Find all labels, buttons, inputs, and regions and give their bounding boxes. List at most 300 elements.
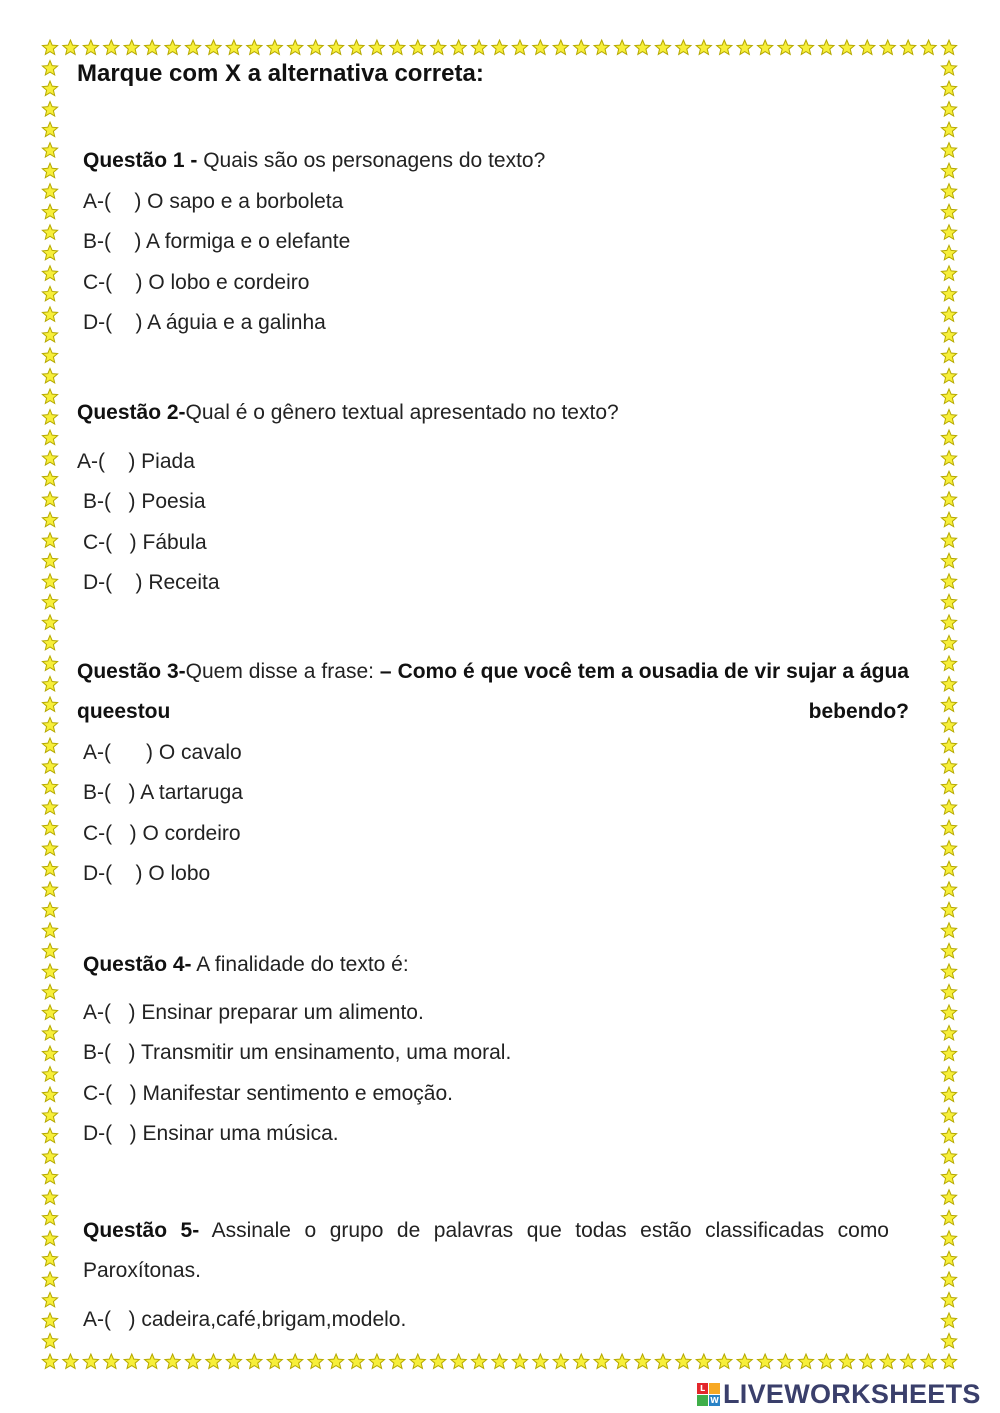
option-close: ): [129, 1122, 137, 1145]
star-icon: [941, 1026, 956, 1040]
star-icon: [42, 656, 57, 670]
star-icon: [635, 1354, 650, 1368]
star-icon: [247, 40, 262, 54]
question-3-quote: – Como é que você tem a ousadia de vir sujar a água queestou bebendo?: [77, 660, 909, 723]
option-text: O cavalo: [153, 741, 242, 764]
star-icon: [328, 40, 343, 54]
star-icon: [941, 656, 956, 670]
option-text: O sapo e a borboleta: [141, 190, 344, 213]
star-icon: [553, 1354, 568, 1368]
star-icon: [42, 163, 57, 177]
star-icon: [941, 718, 956, 732]
star-icon: [941, 81, 956, 95]
answer-blank[interactable]: [111, 1001, 129, 1025]
star-icon: [737, 40, 752, 54]
question-3-option-a[interactable]: [83, 741, 242, 765]
star-icon: [42, 286, 57, 300]
question-3-option-d[interactable]: [83, 862, 210, 886]
option-close: ): [146, 741, 154, 764]
star-icon: [941, 1313, 956, 1327]
star-icon: [941, 1005, 956, 1019]
option-text: O lobo e cordeiro: [142, 271, 310, 294]
star-icon: [42, 800, 57, 814]
star-icon: [185, 1354, 200, 1368]
star-icon: [941, 574, 956, 588]
answer-blank[interactable]: [111, 1041, 129, 1065]
question-1-text: Quais são os personagens do texto?: [197, 149, 546, 172]
answer-blank[interactable]: [112, 531, 130, 555]
logo-mark-cell: [697, 1395, 708, 1406]
star-icon: [574, 40, 589, 54]
star-icon: [42, 40, 57, 54]
option-text: Receita: [142, 571, 220, 594]
option-letter: B-(: [83, 230, 111, 253]
option-letter: A-(: [83, 741, 111, 764]
option-close: ): [128, 490, 136, 513]
star-icon: [941, 122, 956, 136]
logo-mark-cell: L: [697, 1383, 708, 1394]
option-letter: A-(: [83, 190, 111, 213]
star-icon: [369, 1354, 384, 1368]
star-icon: [42, 245, 57, 259]
star-icon: [941, 1292, 956, 1306]
star-icon: [941, 225, 956, 239]
star-icon: [42, 143, 57, 157]
star-icon: [42, 369, 57, 383]
star-icon: [42, 1087, 57, 1101]
answer-blank[interactable]: [111, 741, 146, 765]
answer-blank[interactable]: [112, 822, 130, 846]
question-2-option-a[interactable]: [77, 450, 195, 474]
star-icon: [839, 1354, 854, 1368]
star-icon: [431, 1354, 446, 1368]
option-close: ): [128, 781, 136, 804]
star-icon: [676, 40, 691, 54]
option-letter: D-(: [83, 571, 113, 594]
star-icon: [901, 40, 916, 54]
star-icon: [941, 841, 956, 855]
logo-text: LIVEWORKSHEETS: [723, 1378, 981, 1409]
answer-blank[interactable]: [112, 1122, 130, 1146]
star-icon: [42, 225, 57, 239]
star-icon: [42, 451, 57, 465]
star-icon: [42, 389, 57, 403]
question-1-option-d[interactable]: [83, 311, 326, 335]
star-icon: [941, 1251, 956, 1265]
option-text: A tartaruga: [135, 781, 243, 804]
star-icon: [941, 471, 956, 485]
star-icon: [941, 410, 956, 424]
star-icon: [941, 1190, 956, 1204]
star-icon: [717, 1354, 732, 1368]
option-text: Transmitir um ensinamento, uma moral.: [135, 1041, 512, 1064]
option-letter: C-(: [83, 1082, 113, 1105]
star-icon: [42, 553, 57, 567]
star-icon: [594, 1354, 609, 1368]
star-icon: [145, 40, 160, 54]
star-icon: [941, 204, 956, 218]
star-icon: [941, 266, 956, 280]
star-icon: [941, 1046, 956, 1060]
star-icon: [512, 40, 527, 54]
star-icon: [42, 820, 57, 834]
star-icon: [42, 923, 57, 937]
option-letter: A-(: [77, 450, 105, 473]
option-text: Manifestar sentimento e emoção.: [136, 1082, 453, 1105]
star-icon: [42, 1354, 57, 1368]
star-icon: [42, 266, 57, 280]
star-icon: [696, 1354, 711, 1368]
star-icon: [941, 1067, 956, 1081]
answer-blank[interactable]: [112, 1082, 130, 1106]
question-5-option-a[interactable]: [83, 1308, 406, 1332]
answer-blank[interactable]: [112, 271, 135, 295]
star-icon: [42, 615, 57, 629]
star-icon: [696, 40, 711, 54]
star-icon: [185, 40, 200, 54]
option-close: ): [129, 1082, 137, 1105]
option-letter: D-(: [83, 1122, 113, 1145]
star-icon: [42, 184, 57, 198]
answer-blank[interactable]: [111, 190, 134, 214]
option-close: ): [128, 1041, 136, 1064]
star-icon: [941, 533, 956, 547]
star-icon: [42, 861, 57, 875]
answer-blank[interactable]: [111, 781, 129, 805]
star-icon: [247, 1354, 262, 1368]
option-letter: D-(: [83, 311, 113, 334]
star-icon: [941, 1087, 956, 1101]
option-close: ): [135, 571, 143, 594]
star-icon: [42, 1272, 57, 1286]
star-icon: [941, 635, 956, 649]
question-2-option-c[interactable]: [83, 531, 207, 555]
question-4-text: A finalidade do texto é:: [191, 953, 409, 976]
star-icon: [42, 841, 57, 855]
star-icon: [42, 635, 57, 649]
option-close: ): [128, 1308, 136, 1331]
star-icon: [42, 204, 57, 218]
star-icon: [941, 245, 956, 259]
star-icon: [574, 1354, 589, 1368]
option-text: O cordeiro: [136, 822, 241, 845]
star-icon: [410, 40, 425, 54]
star-icon: [655, 40, 670, 54]
star-icon: [941, 594, 956, 608]
star-icon: [941, 184, 956, 198]
star-icon: [42, 1190, 57, 1204]
star-icon: [614, 40, 629, 54]
option-letter: B-(: [83, 1041, 111, 1064]
star-icon: [941, 143, 956, 157]
star-icon: [226, 1354, 241, 1368]
star-icon: [206, 1354, 221, 1368]
star-icon: [941, 676, 956, 690]
star-icon: [42, 1026, 57, 1040]
star-icon: [267, 1354, 282, 1368]
question-3-label: Questão 3-: [77, 660, 186, 683]
option-close: ): [135, 311, 143, 334]
star-icon: [901, 1354, 916, 1368]
liveworksheets-logo: [697, 1378, 981, 1410]
star-icon: [798, 40, 813, 54]
star-icon: [42, 1251, 57, 1265]
star-icon: [42, 307, 57, 321]
star-icon: [42, 759, 57, 773]
star-icon: [941, 369, 956, 383]
option-close: ): [135, 862, 143, 885]
star-icon: [941, 902, 956, 916]
star-icon: [533, 1354, 548, 1368]
star-icon: [42, 410, 57, 424]
star-icon: [42, 1005, 57, 1019]
star-icon: [42, 594, 57, 608]
star-icon: [941, 307, 956, 321]
star-icon: [288, 1354, 303, 1368]
star-icon: [124, 1354, 139, 1368]
question-2-label: Questão 2-: [77, 401, 186, 424]
option-text: Piada: [135, 450, 195, 473]
star-icon: [471, 1354, 486, 1368]
star-icon: [42, 1128, 57, 1142]
star-icon: [655, 1354, 670, 1368]
star-icon: [42, 964, 57, 978]
star-icon: [941, 286, 956, 300]
star-icon: [63, 40, 78, 54]
star-icon: [860, 1354, 875, 1368]
star-icon: [553, 40, 568, 54]
option-text: Ensinar preparar um alimento.: [135, 1001, 424, 1024]
star-icon: [390, 40, 405, 54]
star-icon: [42, 430, 57, 444]
question-4-option-c[interactable]: [83, 1082, 453, 1106]
star-icon: [758, 40, 773, 54]
option-text: A formiga e o elefante: [141, 230, 351, 253]
star-icon: [941, 615, 956, 629]
star-icon: [349, 1354, 364, 1368]
star-icon: [492, 40, 507, 54]
star-icon: [941, 882, 956, 896]
star-icon: [42, 1046, 57, 1060]
star-icon: [941, 102, 956, 116]
option-text: Fábula: [136, 531, 207, 554]
star-icon: [104, 40, 119, 54]
option-close: ): [134, 190, 142, 213]
star-icon: [42, 1231, 57, 1245]
question-4-option-b[interactable]: [83, 1041, 511, 1065]
star-icon: [42, 533, 57, 547]
star-icon: [288, 40, 303, 54]
star-icon: [42, 1108, 57, 1122]
star-icon: [941, 451, 956, 465]
option-letter: A-(: [83, 1001, 111, 1024]
option-text: O lobo: [142, 862, 211, 885]
star-icon: [308, 40, 323, 54]
answer-blank[interactable]: [112, 311, 135, 335]
star-icon: [941, 492, 956, 506]
option-close: ): [129, 822, 137, 845]
option-letter: C-(: [83, 822, 113, 845]
option-text: A águia e a galinha: [142, 311, 326, 334]
question-4-label: Questão 4-: [83, 953, 192, 976]
star-icon: [431, 40, 446, 54]
star-icon: [42, 1149, 57, 1163]
star-icon: [349, 40, 364, 54]
star-icon: [42, 697, 57, 711]
question-1-label: Questão 1 -: [83, 149, 198, 172]
star-icon: [614, 1354, 629, 1368]
star-icon: [860, 40, 875, 54]
star-icon: [83, 40, 98, 54]
star-icon: [42, 471, 57, 485]
worksheet-heading: Marque com X a alternativa correta:: [77, 60, 484, 87]
star-icon: [410, 1354, 425, 1368]
star-icon: [941, 984, 956, 998]
star-icon: [512, 1354, 527, 1368]
question-5-label: Questão 5-: [83, 1219, 200, 1242]
star-icon: [83, 1354, 98, 1368]
answer-blank[interactable]: [112, 571, 135, 595]
star-icon: [839, 40, 854, 54]
star-icon: [941, 964, 956, 978]
question-2-text: Qual é o gênero textual apresentado no texto?: [185, 401, 619, 424]
star-icon: [941, 327, 956, 341]
star-icon: [492, 1354, 507, 1368]
star-icon: [42, 902, 57, 916]
star-icon: [42, 512, 57, 526]
star-icon: [42, 61, 57, 75]
star-icon: [880, 40, 895, 54]
star-icon: [941, 1354, 956, 1368]
question-3-prompt: [77, 652, 909, 732]
star-icon: [941, 697, 956, 711]
star-icon: [42, 81, 57, 95]
star-icon: [533, 40, 548, 54]
star-icon: [941, 1333, 956, 1347]
star-icon: [42, 574, 57, 588]
star-icon: [798, 1354, 813, 1368]
star-icon: [676, 1354, 691, 1368]
star-icon: [941, 1272, 956, 1286]
star-icon: [941, 861, 956, 875]
question-2-option-b[interactable]: [83, 490, 206, 514]
star-icon: [941, 820, 956, 834]
star-icon: [941, 1210, 956, 1224]
star-icon: [390, 1354, 405, 1368]
star-icon: [941, 1149, 956, 1163]
option-letter: B-(: [83, 781, 111, 804]
star-icon: [941, 1169, 956, 1183]
question-4-option-a[interactable]: [83, 1001, 424, 1025]
star-icon: [104, 1354, 119, 1368]
star-icon: [165, 1354, 180, 1368]
question-3-option-c[interactable]: [83, 822, 241, 846]
question-2-option-d[interactable]: [83, 571, 220, 595]
star-icon: [308, 1354, 323, 1368]
star-icon: [226, 40, 241, 54]
star-icon: [42, 348, 57, 362]
option-letter: B-(: [83, 490, 111, 513]
logo-mark-cell: [709, 1383, 720, 1394]
star-icon: [941, 1231, 956, 1245]
option-text: Poesia: [135, 490, 206, 513]
option-close: ): [134, 230, 142, 253]
option-close: ): [135, 271, 143, 294]
question-1-prompt: [83, 141, 545, 181]
logo-mark-icon: [697, 1383, 720, 1406]
answer-blank[interactable]: [111, 230, 134, 254]
star-icon: [124, 40, 139, 54]
star-icon: [42, 779, 57, 793]
star-icon: [42, 943, 57, 957]
star-icon: [941, 61, 956, 75]
star-icon: [42, 1210, 57, 1224]
star-icon: [941, 779, 956, 793]
question-4-option-d[interactable]: [83, 1122, 339, 1146]
star-icon: [165, 40, 180, 54]
star-icon: [594, 40, 609, 54]
answer-blank[interactable]: [112, 862, 135, 886]
star-icon: [941, 163, 956, 177]
option-letter: C-(: [83, 531, 113, 554]
star-icon: [42, 1292, 57, 1306]
star-icon: [921, 40, 936, 54]
star-icon: [737, 1354, 752, 1368]
star-icon: [941, 430, 956, 444]
star-icon: [42, 676, 57, 690]
star-icon: [941, 759, 956, 773]
star-icon: [42, 327, 57, 341]
star-icon: [941, 348, 956, 362]
star-icon: [941, 389, 956, 403]
question-1-option-c[interactable]: [83, 271, 309, 295]
star-icon: [42, 122, 57, 136]
answer-blank[interactable]: [111, 490, 129, 514]
star-icon: [819, 1354, 834, 1368]
question-3-option-b[interactable]: [83, 781, 243, 805]
question-4-prompt: [83, 945, 409, 985]
option-letter: A-(: [83, 1308, 111, 1331]
answer-blank[interactable]: [111, 1308, 129, 1332]
question-1-option-b[interactable]: [83, 230, 350, 254]
star-icon: [42, 882, 57, 896]
option-text: Ensinar uma música.: [136, 1122, 339, 1145]
star-icon: [778, 40, 793, 54]
star-icon: [42, 984, 57, 998]
star-icon: [941, 738, 956, 752]
answer-blank[interactable]: [105, 450, 128, 474]
star-icon: [635, 40, 650, 54]
star-icon: [717, 40, 732, 54]
star-icon: [941, 943, 956, 957]
star-icon: [369, 40, 384, 54]
option-letter: D-(: [83, 862, 113, 885]
question-3-text: Quem disse a frase:: [185, 660, 380, 683]
option-close: ): [128, 450, 136, 473]
star-icon: [778, 1354, 793, 1368]
star-icon: [42, 492, 57, 506]
star-icon: [758, 1354, 773, 1368]
star-icon: [880, 1354, 895, 1368]
star-icon: [42, 1313, 57, 1327]
star-icon: [941, 1108, 956, 1122]
question-1-option-a[interactable]: [83, 190, 343, 214]
star-icon: [941, 553, 956, 567]
star-icon: [451, 40, 466, 54]
star-icon: [921, 1354, 936, 1368]
star-icon: [42, 1067, 57, 1081]
question-5-prompt: [83, 1211, 889, 1291]
